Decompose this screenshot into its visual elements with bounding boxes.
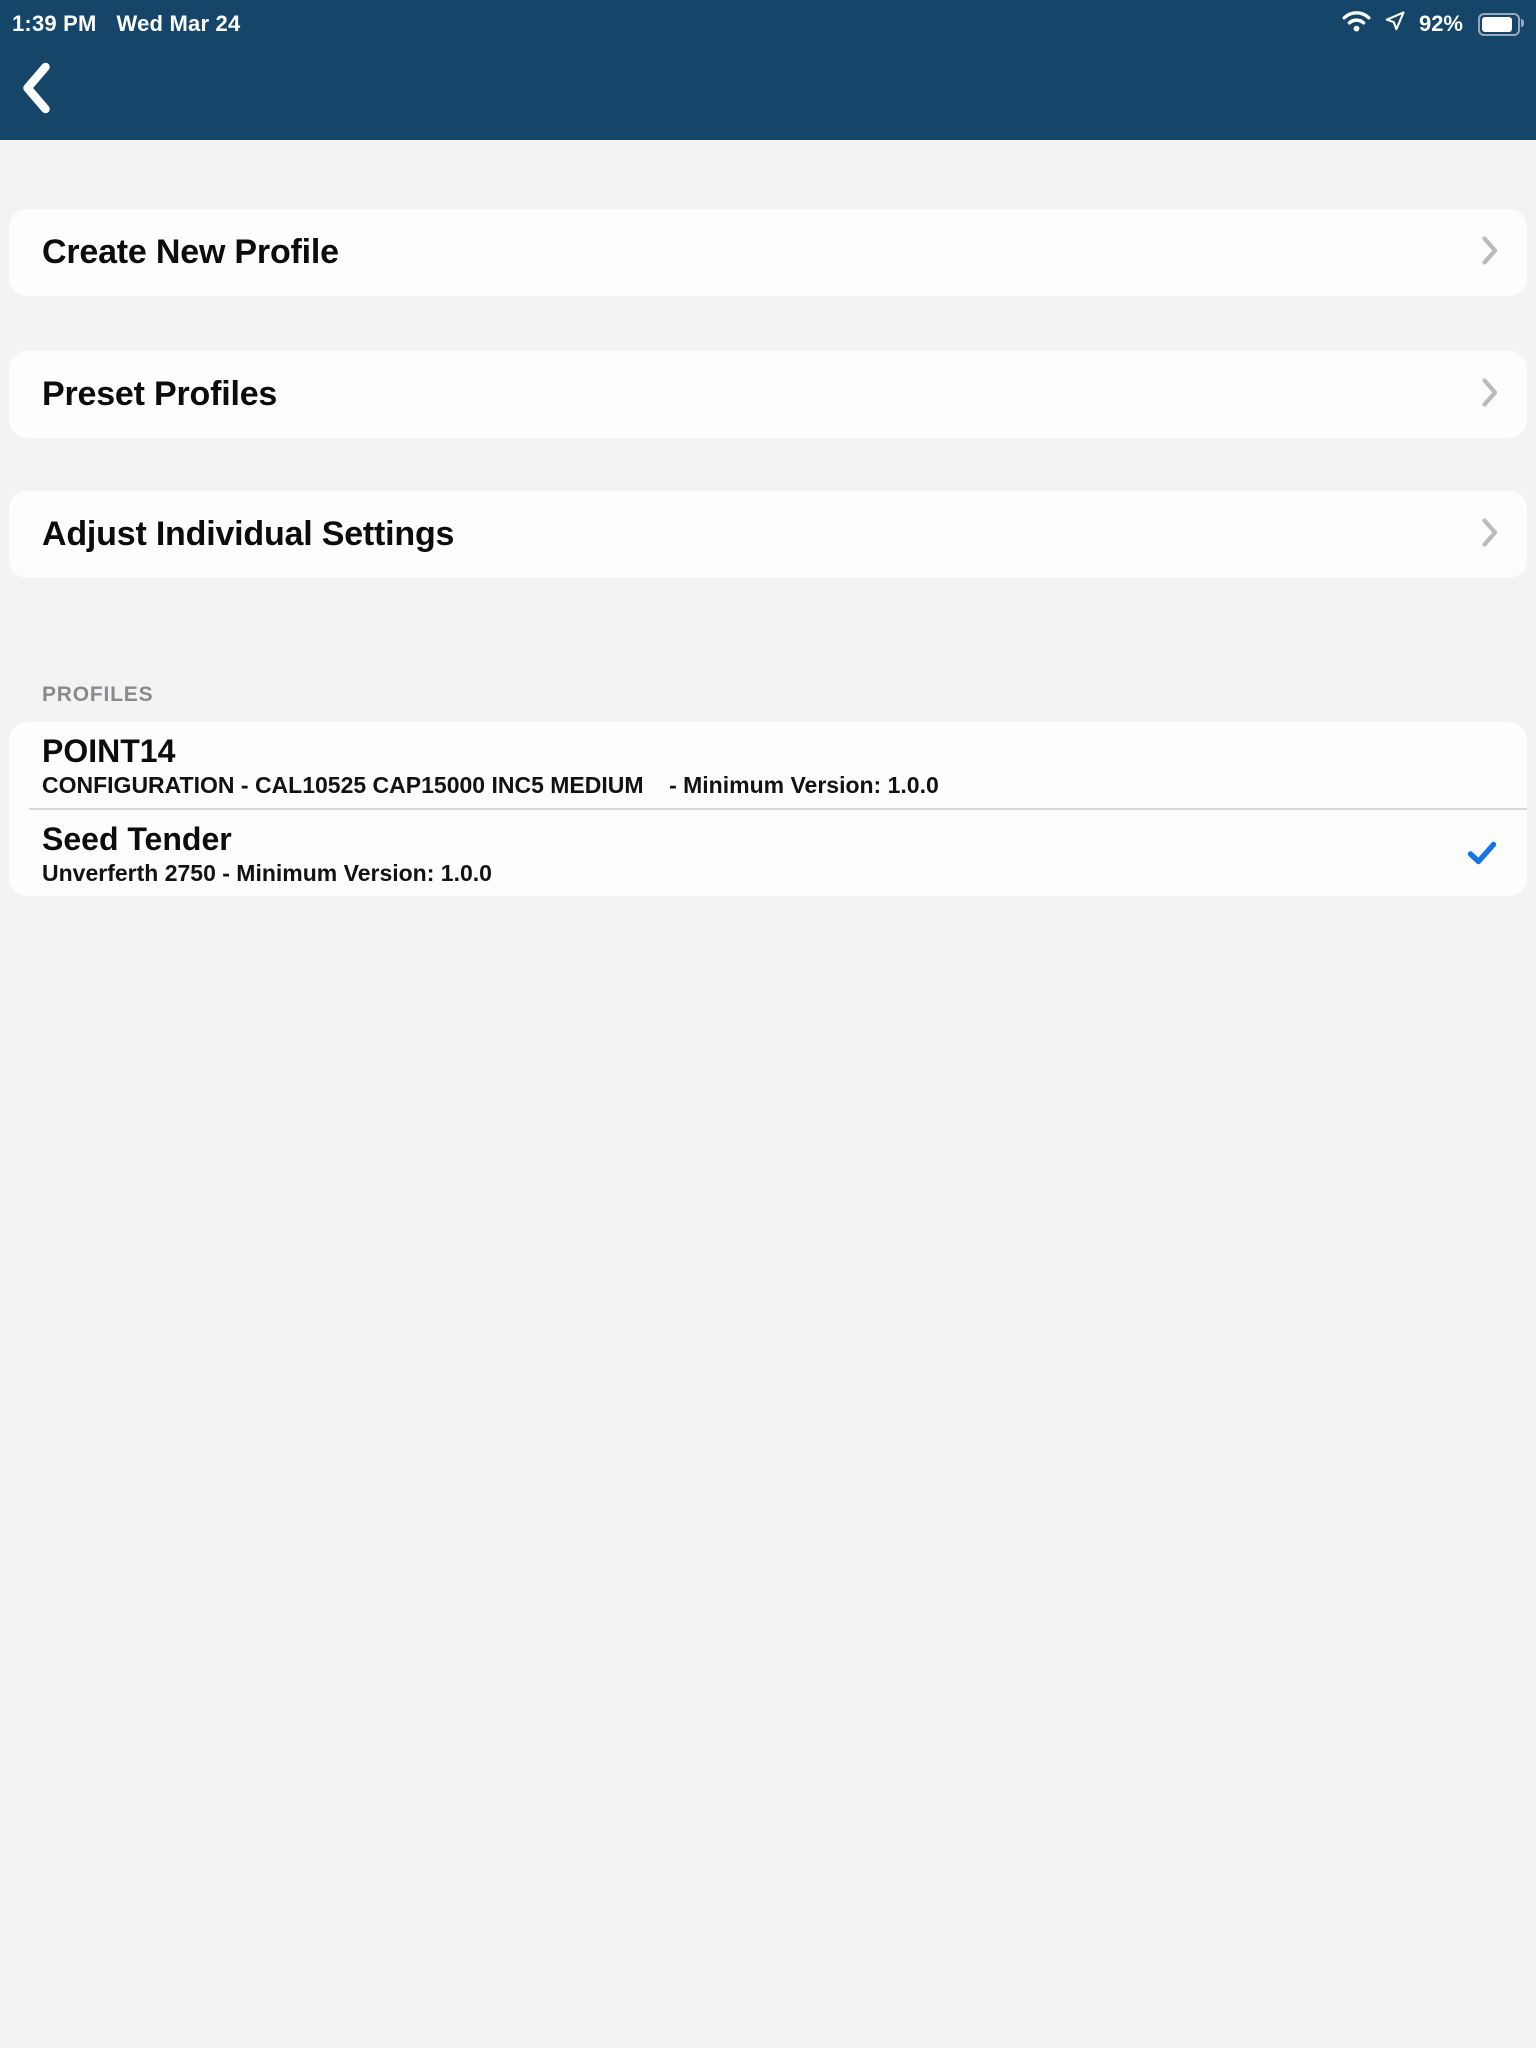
status-time: 1:39 PM xyxy=(12,11,97,36)
battery-level xyxy=(1482,17,1512,32)
chevron-right-icon xyxy=(1481,377,1499,413)
checkmark-icon xyxy=(1467,841,1497,865)
chevron-right-icon xyxy=(1481,517,1499,553)
profile-subtitle: Unverferth 2750 - Minimum Version: 1.0.0 xyxy=(42,860,492,886)
chevron-left-icon xyxy=(20,102,51,117)
battery-percent: 92% xyxy=(1418,11,1463,36)
battery-nub xyxy=(1521,19,1525,27)
status-left xyxy=(12,11,240,37)
chevron-right-icon xyxy=(1481,235,1499,271)
profile-row-point14[interactable] xyxy=(9,722,1527,808)
profile-title: POINT14 xyxy=(42,733,176,769)
profiles-section-label: PROFILES xyxy=(42,683,154,706)
status-bar xyxy=(0,0,1536,40)
profiles-list xyxy=(9,722,1527,896)
back-button[interactable] xyxy=(20,62,51,114)
menu-item-create-new-profile[interactable] xyxy=(9,209,1527,296)
menu-list xyxy=(0,140,1536,578)
header xyxy=(0,0,1536,140)
navigation-bar xyxy=(0,40,1536,119)
profile-title: Seed Tender xyxy=(42,821,232,857)
profile-subtitle: CONFIGURATION - CAL10525 CAP15000 INC5 MEDIUM - Minimum Version: 1.0.0 xyxy=(42,772,939,798)
menu-item-label: Preset Profiles xyxy=(42,375,278,413)
wifi-icon xyxy=(1342,10,1371,38)
menu-item-preset-profiles[interactable] xyxy=(9,351,1527,438)
menu-item-label: Create New Profile xyxy=(42,233,339,271)
status-right xyxy=(1342,10,1520,38)
profile-row-seed-tender[interactable] xyxy=(9,810,1527,896)
status-date: Wed Mar 24 xyxy=(116,11,241,36)
menu-item-adjust-individual-settings[interactable] xyxy=(9,491,1527,578)
location-arrow-icon xyxy=(1384,10,1406,38)
battery-icon xyxy=(1478,13,1520,36)
menu-item-label: Adjust Individual Settings xyxy=(42,515,455,553)
